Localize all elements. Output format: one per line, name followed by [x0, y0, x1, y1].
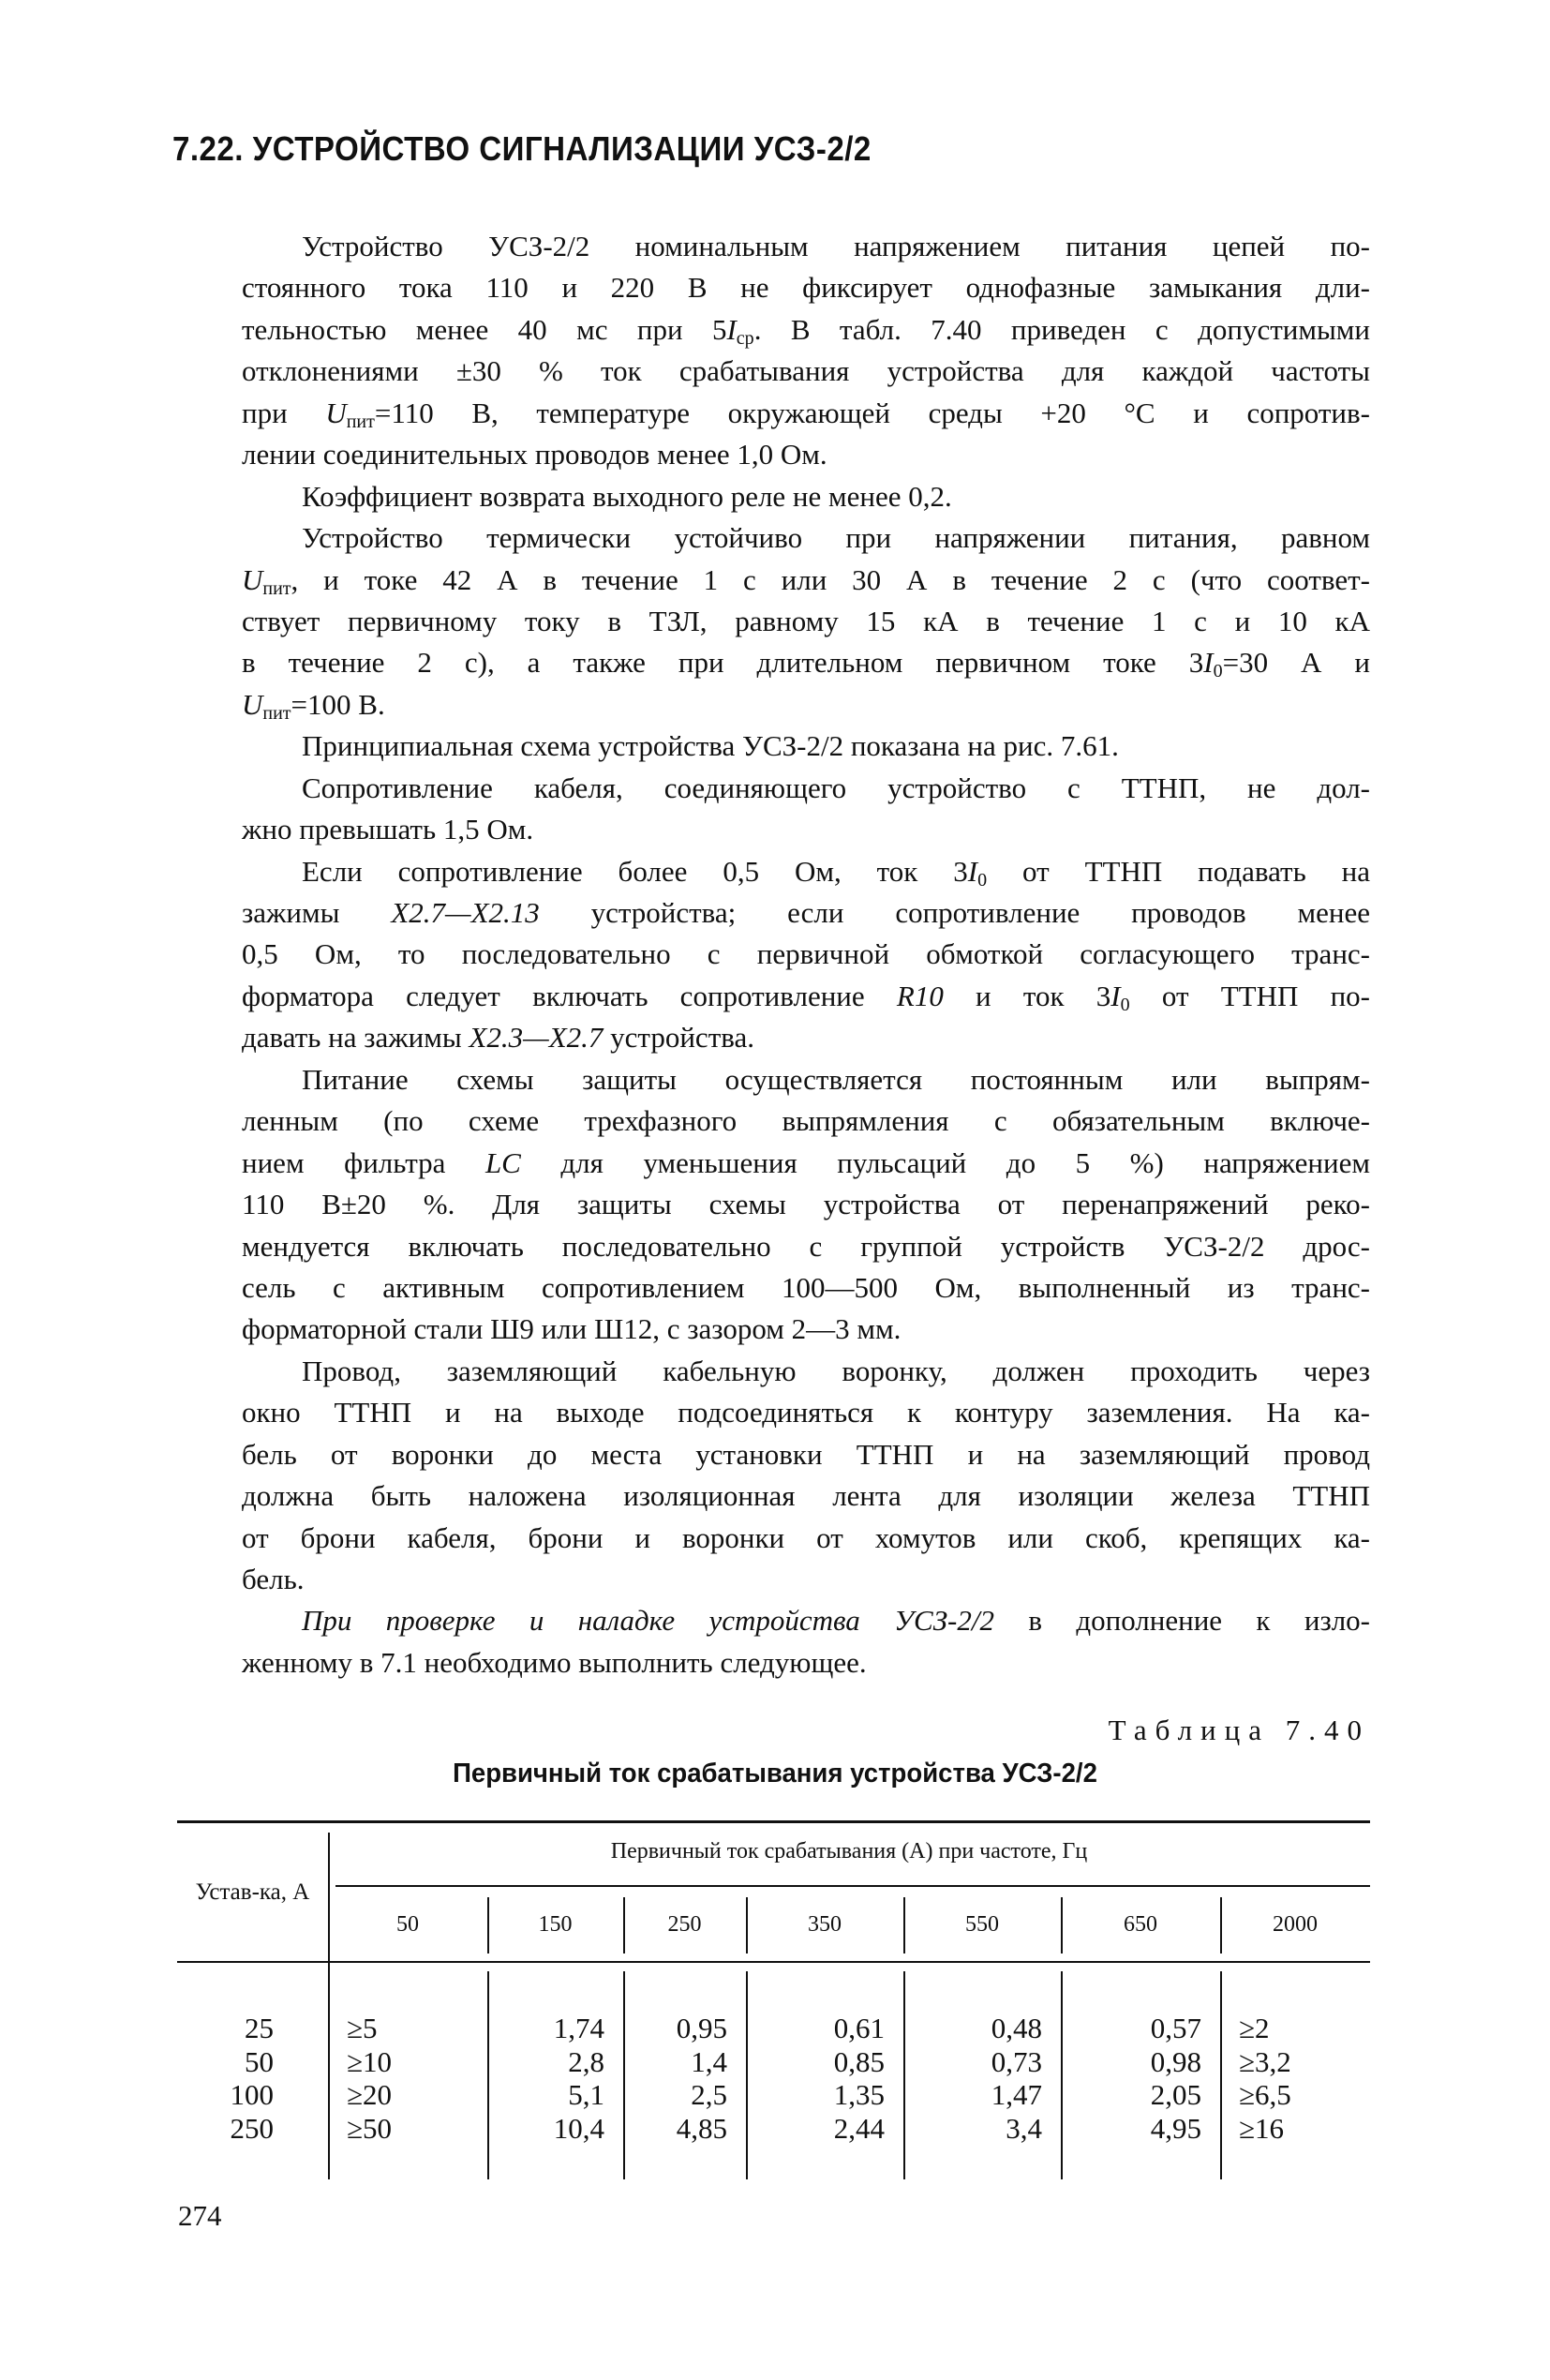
text-segment: U — [242, 687, 263, 721]
current-cell: ≥10 — [347, 2044, 393, 2078]
text-segment: Устройство УСЗ-2/2 номинальным напряжением питания цепей по- — [302, 230, 1370, 262]
setting-cell: 100 — [230, 2078, 274, 2112]
text-segment: X2.3—X2.7 — [469, 1021, 604, 1055]
paragraph-line — [242, 1434, 1370, 1475]
text-segment: отклонениями ±30 % ток срабатывания устройства для каждой частоты — [242, 354, 1370, 388]
current-cell: 1,47 — [991, 2078, 1042, 2112]
setting-cell: 50 — [245, 2044, 274, 2078]
text-segment: от ТТНП подавать на — [987, 854, 1370, 888]
text-segment: Устройство термически устойчиво при напряжении питания, равном — [302, 521, 1370, 555]
current-cell: ≥2 — [1239, 2012, 1270, 2044]
table-column-divider — [1220, 1971, 1222, 2179]
section-heading: 7.22. УСТРОЙСТВО СИГНАЛИЗАЦИИ УСЗ-2/2 — [172, 129, 872, 168]
current-cell: 5,1 — [568, 2078, 604, 2112]
text-segment: 0 — [977, 869, 988, 891]
current-cell: 0,95 — [676, 2012, 727, 2044]
frequency-header: 2000 — [1273, 1912, 1318, 1937]
text-segment: Провод, заземляющий кабельную воронку, должен проходить через — [302, 1354, 1370, 1387]
text-segment: тельностью менее 40 мс при 5 — [242, 312, 727, 346]
text-segment: LC — [484, 1145, 521, 1179]
text-segment: и ток 3 — [943, 979, 1111, 1012]
current-cell: 2,44 — [833, 2112, 885, 2146]
text-segment: Если сопротивление более 0,5 Ом, ток 3 — [302, 854, 968, 888]
paragraph-line — [242, 226, 1370, 267]
text-segment: I — [726, 312, 737, 346]
text-segment: сель с активным сопротивлением 100—500 Ом, выполненный из транс- — [242, 1270, 1370, 1304]
current-cell: 2,05 — [1150, 2078, 1201, 2112]
frequency-header: 350 — [808, 1912, 842, 1937]
text-segment: зажимы — [242, 896, 392, 929]
text-segment: =110 В, температуре окружающей среды +20 °С и сопротив- — [374, 396, 1370, 429]
text-segment: от брони кабеля, брони и воронки от хомутов или скоб, крепящих ка- — [242, 1520, 1370, 1554]
table-label: Таблица 7.40 — [1108, 1714, 1370, 1746]
paragraph-line — [242, 601, 1370, 642]
text-segment: стоянного тока 110 и 220 В не фиксирует однофазные замыкания дли- — [242, 271, 1370, 305]
paragraph-line — [242, 476, 1370, 517]
text-segment: ствует первичному току в ТЗЛ, равному 15 кА в течение 1 с и 10 кА — [242, 604, 1370, 637]
paragraph-line — [242, 1226, 1370, 1267]
paragraph-line — [242, 1559, 1370, 1600]
current-cell: ≥16 — [1239, 2112, 1285, 2146]
paragraph-line — [242, 393, 1370, 434]
text-segment: от ТТНП по- — [1129, 979, 1370, 1012]
paragraph-line — [242, 1059, 1370, 1100]
text-segment: U — [325, 396, 347, 429]
table-column-divider — [487, 1971, 489, 2179]
paragraph-line — [242, 1143, 1370, 1184]
current-cell: 1,4 — [691, 2044, 727, 2078]
current-cell: ≥20 — [347, 2078, 393, 2112]
text-segment: окно ТТНП и на выходе подсоединяться к контуру заземления. На ка- — [242, 1396, 1370, 1429]
table-group-rule — [335, 1885, 1370, 1887]
text-segment: =30 А и — [1222, 646, 1370, 680]
text-segment: мендуется включать последовательно с группой устройств УСЗ-2/2 дрос- — [242, 1229, 1370, 1263]
paragraph-line — [242, 351, 1370, 392]
paragraph-line — [242, 309, 1370, 351]
paragraph-line — [242, 1351, 1370, 1392]
text-segment: пит — [262, 577, 291, 599]
current-cell: 0,98 — [1150, 2044, 1201, 2078]
paragraph-line — [242, 851, 1370, 892]
current-cell: 0,73 — [991, 2044, 1042, 2078]
table-column-divider — [1061, 1971, 1063, 2179]
text-segment: 0 — [1120, 994, 1130, 1015]
text-segment: X2.7—X2.13 — [391, 896, 540, 929]
setting-cell: 250 — [230, 2112, 274, 2146]
text-segment: бель от воронки до места установки ТТНП и на заземляющий провод — [242, 1437, 1370, 1471]
text-segment: Коэффициент возврата выходного реле не менее 0,2. — [302, 479, 952, 513]
current-cell: ≥5 — [347, 2012, 378, 2044]
table-header-rule — [177, 1961, 1370, 1963]
text-segment: нием фильтра — [242, 1145, 485, 1179]
text-segment: устройства; если сопротивление проводов менее — [539, 896, 1370, 929]
paragraph-line — [242, 1267, 1370, 1309]
text-segment: =100 В. — [291, 687, 385, 721]
paragraph-line — [242, 560, 1370, 601]
current-cell: 0,57 — [1150, 2012, 1201, 2044]
frequency-header: 250 — [667, 1912, 702, 1937]
text-segment: При проверке и наладке устройства УСЗ-2/2 — [302, 1604, 994, 1638]
text-segment: Принципиальная схема устройства УСЗ-2/2 показана на рис. 7.61. — [302, 729, 1119, 763]
text-segment: давать на зажимы — [242, 1021, 469, 1055]
current-cell: 1,35 — [833, 2078, 885, 2112]
text-segment: ср — [736, 327, 754, 349]
frequency-header: 50 — [396, 1912, 419, 1937]
paragraph-line — [242, 1100, 1370, 1142]
current-cell: 4,85 — [676, 2112, 727, 2146]
paragraph-line — [242, 976, 1370, 1017]
text-segment: бель. — [242, 1563, 305, 1595]
setting-header: Устав-ка, А — [195, 1879, 310, 1905]
current-cell: ≥6,5 — [1239, 2078, 1291, 2112]
table-column-divider — [328, 1833, 330, 2179]
text-segment: в дополнение к изло- — [993, 1604, 1370, 1638]
frequency-header: 650 — [1124, 1912, 1157, 1937]
paragraph-line — [242, 726, 1370, 767]
frequency-header: 150 — [538, 1912, 573, 1937]
current-cell: 3,4 — [1006, 2112, 1042, 2146]
text-segment: 0,5 Ом, то последовательно с первичной обмоткой согласующего транс- — [242, 937, 1370, 971]
body-text — [242, 226, 1370, 1684]
page-number: 274 — [178, 2199, 222, 2232]
table-top-rule — [177, 1820, 1370, 1823]
current-cell: 0,61 — [833, 2012, 885, 2044]
group-header: Первичный ток срабатывания (А) при частоте, Гц — [610, 1839, 1088, 1864]
paragraph-line — [242, 934, 1370, 975]
text-segment: устройства. — [603, 1021, 754, 1055]
table-column-divider — [623, 1971, 625, 2179]
text-segment: 0 — [1213, 661, 1223, 682]
text-segment: пит — [346, 411, 375, 432]
text-segment: ленным (по схеме трехфазного выпрямления с обязательным включе- — [242, 1104, 1370, 1138]
setting-cell: 25 — [245, 2012, 274, 2044]
current-cell: 10,4 — [553, 2112, 604, 2146]
text-segment: Сопротивление кабеля, соединяющего устройство с ТТНП, не дол- — [302, 771, 1370, 804]
current-cell: 1,74 — [553, 2012, 604, 2044]
current-cell: 2,5 — [691, 2078, 727, 2112]
text-segment: в течение 2 с), а также при длительном первичном токе 3 — [242, 646, 1204, 680]
paragraph-line — [242, 1518, 1370, 1559]
paragraph-line — [242, 1017, 1370, 1058]
paragraph-line — [242, 642, 1370, 683]
text-segment: должна быть наложена изоляционная лента для изоляции железа ТТНП — [242, 1479, 1370, 1513]
paragraph-line — [242, 1475, 1370, 1517]
paragraph-line — [242, 267, 1370, 308]
paragraph-line — [242, 1392, 1370, 1433]
current-cell: 4,95 — [1150, 2112, 1201, 2146]
paragraph-line — [242, 517, 1370, 559]
text-segment: пит — [262, 702, 291, 724]
text-segment: форматора следует включать сопротивление — [242, 979, 897, 1012]
paragraph-line — [242, 768, 1370, 809]
current-cell: ≥3,2 — [1239, 2044, 1291, 2078]
paragraph-line — [242, 892, 1370, 934]
text-segment: Питание схемы защиты осуществляется постоянным или выпрям- — [302, 1062, 1370, 1096]
text-segment: лении соединительных проводов менее 1,0 Ом. — [242, 438, 827, 472]
text-segment: при — [242, 396, 326, 429]
paragraph-line — [242, 1184, 1370, 1225]
text-segment: R10 — [896, 979, 944, 1012]
table-title: Первичный ток срабатывания устройства УСЗ-2/2 — [453, 1759, 1097, 1789]
text-segment: , и токе 42 А в течение 1 с или 30 А в течение 2 с (что соответ- — [291, 562, 1370, 596]
text-segment: женному в 7.1 необходимо выполнить следующее. — [242, 1645, 867, 1679]
text-segment: 110 В±20 %. Для защиты схемы устройства от перенапряжений реко- — [242, 1188, 1370, 1221]
current-cell: 0,85 — [833, 2044, 885, 2078]
current-cell: 2,8 — [568, 2044, 604, 2078]
text-segment: для уменьшения пульсаций до 5 %) напряжением — [520, 1145, 1370, 1179]
text-segment: I — [967, 854, 978, 888]
text-segment: . В табл. 7.40 приведен с допустимыми — [753, 312, 1370, 346]
current-cell: 0,48 — [991, 2012, 1042, 2044]
text-segment: U — [242, 562, 263, 596]
text-segment: I — [1203, 646, 1214, 680]
text-segment: форматорной стали Ш9 или Ш12, с зазором 2—3 мм. — [242, 1312, 902, 1346]
current-cell: ≥50 — [347, 2112, 393, 2146]
paragraph-line — [242, 809, 1370, 850]
paragraph-line — [242, 1642, 1370, 1684]
paragraph-line — [242, 684, 1370, 726]
frequency-header: 550 — [965, 1912, 999, 1937]
paragraph-line — [242, 1309, 1370, 1350]
table-column-divider — [746, 1971, 748, 2179]
text-segment: жно превышать 1,5 Ом. — [242, 813, 534, 846]
table-column-divider — [903, 1971, 905, 2179]
text-segment: I — [1110, 979, 1121, 1012]
paragraph-line — [242, 1600, 1370, 1641]
paragraph-line — [242, 434, 1370, 475]
